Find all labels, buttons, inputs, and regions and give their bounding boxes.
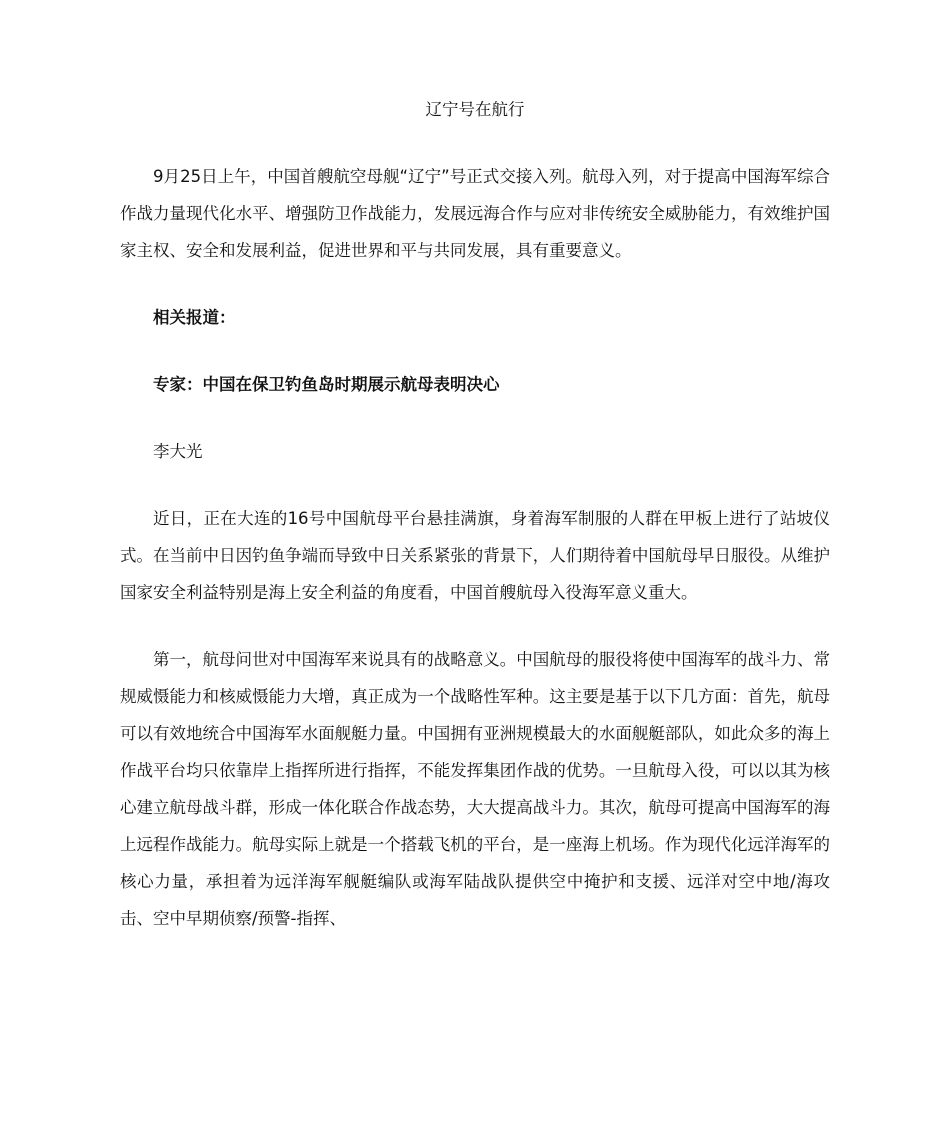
spacer <box>120 336 830 366</box>
related-reports-label: 相关报道： <box>153 308 236 327</box>
body-paragraph-1: 近日，正在大连的16号中国航母平台悬挂满旗，身着海军制服的人群在甲板上进行了站坡仪式。在当前中日因钓鱼争端而导致中日关系紧张的背景下，人们期待着中国航母早日服役。从维护国家安全利益特别是海上安全利益的角度看，中国首艘航母入役海军意义重大。 <box>120 509 830 602</box>
document-title: 辽宁号在航行 <box>425 100 525 119</box>
author-name: 李大光 <box>153 442 203 461</box>
document-body <box>120 91 830 937</box>
spacer <box>120 403 830 433</box>
spacer <box>120 128 830 158</box>
intro-paragraph: 9月25日上午，中国首艘航空母舰“辽宁”号正式交接入列。航母入列，对于提高中国海军综合作战力量现代化水平、增强防卫作战能力，发展远海合作与应对非传统安全威胁能力，有效维护国家主权、安全和发展利益，促进世界和平与共同发展，具有重要意义。 <box>120 167 830 260</box>
body-paragraph-2: 第一，航母问世对中国海军来说具有的战略意义。中国航母的服役将使中国海军的战斗力、常规威慑能力和核威慑能力大增，真正成为一个战略性军种。这主要是基于以下几方面：首先，航母可以有效地统合中国海军水面舰艇力量。中国拥有亚洲规模最大的水面舰艇部队，如此众多的海上作战平台均只依靠岸上指挥所进行指挥，不能发挥集团作战的优势。一旦航母入役，可以以其为核心建立航母战斗群，形成一体化联合作战态势，大大提高战斗力。其次，航母可提高中国海军的海上远程作战能力。航母实际上就是一个搭载飞机的平台，是一座海上机场。作为现代化远洋海军的核心力量，承担着为远洋海军舰艇编队或海军陆战队提供空中掩护和支援、远洋对空中地/海攻击、空中早期侦察/预警-指挥、 <box>120 650 830 928</box>
spacer <box>120 470 830 500</box>
article-title: 专家：中国在保卫钓鱼岛时期展示航母表明决心 <box>153 375 500 394</box>
spacer <box>120 269 830 299</box>
spacer <box>120 611 830 641</box>
